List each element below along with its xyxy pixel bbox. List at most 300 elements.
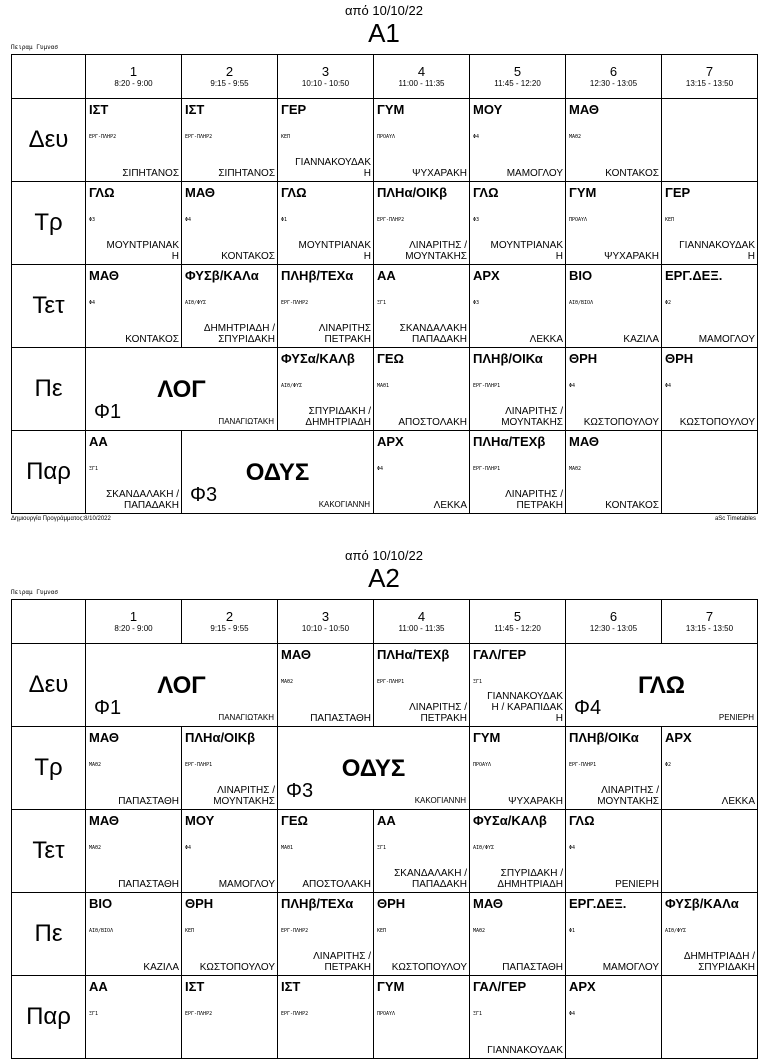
lesson-cell [566,99,662,182]
lesson-subject: ΓΥΜ [377,979,405,994]
lesson-room: Φ3 [89,217,96,223]
lesson-teacher: ΛΙΝΑΡΙΤΗΣ / ΠΕΤΡΑΚΗ [409,702,467,724]
day-label: Πε [12,893,86,976]
lesson-teacher: ΚΑΚΟΓΙΑΝΝΗ [318,500,370,509]
lesson-teacher: ΣΠΥΡΙΔΑΚΗ / ΔΗΜΗΤΡΙΑΔΗ [497,868,563,890]
lesson-subject: ΑΡΧ [569,979,596,994]
lesson-subject: ΜΑΘ [89,730,119,745]
merged-lesson-cell [86,644,278,727]
lesson-subject: ΓΥΜ [377,102,405,117]
lesson-teacher: ΡΕΝΙΕΡΗ [718,713,754,722]
lesson-subject: ΠΛΗα/ΟΙΚβ [377,185,448,200]
lesson-subject: ΘΡΗ [569,351,598,366]
lesson-room-large: Φ3 [190,484,218,506]
period-time: 9:15 - 9:55 [210,624,249,633]
lesson-cell [470,976,566,1059]
lesson-room: ΞΓ1 [473,1011,483,1017]
day-label: Τρ [12,182,86,265]
lesson-teacher: ΚΟΝΤΑΚΟΣ [221,251,275,262]
lesson-teacher: ΚΩΣΤΟΠΟΥΛΟΥ [583,417,659,428]
period-header [86,55,182,99]
lesson-teacher: ΣΚΑΝΔΑΛΑΚΗ / ΠΑΠΑΔΑΚΗ [394,868,467,890]
lesson-cell [374,182,470,265]
lesson-subject: ΓΑΛ/ΓΕΡ [473,979,527,994]
lesson-room: ΠΡΟΑΥΛ [377,134,396,140]
lesson-cell [662,431,758,514]
lesson-teacher: ΠΑΠΑΣΤΑΘΗ [502,962,563,973]
period-header [470,600,566,644]
lesson-teacher: ΜΟΥΝΤΡΙΑΝΑΚ Η [490,240,563,262]
lesson-teacher: ΨΥΧΑΡΑΚΗ [604,251,659,262]
lesson-subject: ΕΡΓ.ΔΕΞ. [665,268,723,283]
period-header [470,55,566,99]
lesson-room-large: Φ4 [574,697,602,719]
lesson-cell [470,265,566,348]
period-number: 3 [321,609,330,624]
lesson-cell [374,348,470,431]
lesson-subject: ΓΕΡ [281,102,307,117]
lesson-subject: ΙΣΤ [89,102,109,117]
period-header [374,600,470,644]
lesson-cell [278,99,374,182]
lesson-room: ΜΑΘ2 [89,845,102,851]
lesson-subject: ΜΑΘ [185,185,215,200]
lesson-cell [470,182,566,265]
lesson-room: Φ3 [473,300,480,306]
lesson-cell [182,893,278,976]
lesson-teacher: ΜΑΜΟΓΛΟΥ [218,879,275,890]
lesson-subject: ΠΛΗα/ΤΕΧβ [473,434,546,449]
lesson-teacher: ΚΩΣΤΟΠΟΥΛΟΥ [199,962,275,973]
lesson-teacher: ΜΑΜΟΓΛΟΥ [698,334,755,345]
lesson-cell [86,431,182,514]
period-header [662,55,758,99]
lesson-subject-large: ΟΔΥΣ [245,459,310,486]
lesson-cell [470,810,566,893]
lesson-teacher: ΚΟΝΤΑΚΟΣ [125,334,179,345]
lesson-cell [374,265,470,348]
lesson-cell [470,431,566,514]
lesson-room: ΜΑΘ2 [281,679,294,685]
lesson-cell [662,893,758,976]
day-label: Τετ [12,265,86,348]
lesson-subject: ΓΛΩ [473,185,499,200]
lesson-room: ΕΡΓ-ΠΛΗΡ2 [281,300,309,306]
day-label: Τετ [12,810,86,893]
lesson-cell [278,348,374,431]
lesson-cell [470,727,566,810]
lesson-teacher: ΚΩΣΤΟΠΟΥΛΟΥ [679,417,755,428]
lesson-room: Φ1 [281,217,288,223]
lesson-teacher: ΑΠΟΣΤΟΛΑΚΗ [398,417,467,428]
lesson-room: ΚΕΠ [281,134,291,140]
lesson-cell [566,727,662,810]
lesson-teacher: ΣΙΠΗΤΑΝΟΣ [122,168,179,179]
lesson-room: ΕΡΓ-ΠΛΗΡ2 [89,134,117,140]
lesson-cell [86,893,182,976]
lesson-room: ΕΡΓ-ΠΛΗΡ2 [281,1011,309,1017]
lesson-subject: ΓΥΜ [473,730,501,745]
lesson-room: ΚΕΠ [665,217,675,223]
period-number: 1 [129,64,138,79]
lesson-teacher: ΠΑΠΑΣΤΑΘΗ [118,879,179,890]
lesson-teacher: ΛΕΚΚΑ [721,796,755,807]
lesson-teacher: ΨΥΧΑΡΑΚΗ [412,168,467,179]
period-header [86,600,182,644]
lesson-room: ΜΑΘ2 [473,928,486,934]
period-number: 6 [609,64,618,79]
lesson-teacher: ΛΙΝΑΡΙΤΗΣ / ΜΟΥΝΤΑΚΗΣ [501,406,563,428]
footer-created-date: Δημιουργία Προγράμματος:8/10/2022 [11,516,111,522]
lesson-subject: ΘΡΗ [665,351,694,366]
lesson-cell [662,727,758,810]
lesson-teacher: ΛΙΝΑΡΙΤΗΣ ΠΕΤΡΑΚΗ [318,323,371,345]
lesson-room-large: Φ1 [94,401,122,423]
school-name: Πειραμ Γυμνασ [11,589,58,596]
lesson-subject-large: ΓΛΩ [637,672,686,699]
lesson-teacher: ΚΩΣΤΟΠΟΥΛΟΥ [391,962,467,973]
lesson-room: Φ4 [185,217,192,223]
lesson-subject: ΜΟΥ [473,102,503,117]
lesson-room: ΞΓ1 [89,466,99,472]
lesson-room: Φ4 [569,383,576,389]
lesson-cell [86,976,182,1059]
lesson-cell [374,431,470,514]
lesson-room: ΜΑΘ1 [377,383,390,389]
lesson-subject: ΠΛΗβ/ΟΙΚα [473,351,543,366]
lesson-cell [662,182,758,265]
lesson-subject: ΓΛΩ [569,813,595,828]
lesson-room: ΞΓ1 [473,679,483,685]
lesson-teacher: ΣΚΑΝΔΑΛΑΚΗ / ΠΑΠΑΔΑΚΗ [106,489,179,511]
period-header [566,55,662,99]
period-number: 3 [321,64,330,79]
lesson-cell [374,99,470,182]
lesson-room: ΑΙΘ/ΦΥΣ [665,928,687,934]
lesson-subject: ΦΥΣβ/ΚΑΛα [665,896,739,911]
period-time: 13:15 - 13:50 [685,79,734,88]
lesson-room: ΜΑΘ1 [281,845,294,851]
lesson-room: ΕΡΓ-ΠΛΗΡ2 [185,134,213,140]
lesson-cell [566,182,662,265]
lesson-subject: ΙΣΤ [185,979,205,994]
lesson-subject: ΑΑ [377,268,396,283]
lesson-cell [566,810,662,893]
period-number: 1 [129,609,138,624]
lesson-subject: ΘΡΗ [377,896,406,911]
lesson-subject-large: ΟΔΥΣ [341,755,406,782]
lesson-subject: ΠΛΗβ/ΤΕΧα [281,268,354,283]
lesson-cell [278,265,374,348]
period-header [662,600,758,644]
lesson-cell [374,976,470,1059]
lesson-teacher: ΣΠΥΡΙΔΑΚΗ / ΔΗΜΗΤΡΙΑΔΗ [305,406,371,428]
period-number: 2 [225,64,234,79]
timetable-grid [11,599,758,1059]
lesson-teacher: ΚΑΖΙΛΑ [623,334,659,345]
lesson-cell [86,727,182,810]
period-time: 12:30 - 13:05 [589,624,638,633]
lesson-teacher: ΜΟΥΝΤΡΙΑΝΑΚ Η [298,240,371,262]
lesson-cell [566,348,662,431]
period-time: 11:00 - 11:35 [398,79,445,88]
lesson-subject: ΓΛΩ [281,185,307,200]
lesson-room: ΠΡΟΑΥΛ [569,217,588,223]
lesson-subject: ΙΣΤ [185,102,205,117]
lesson-subject: ΑΑ [377,813,396,828]
lesson-room: Φ4 [569,1011,576,1017]
period-time: 11:45 - 12:20 [494,79,541,88]
period-header [566,600,662,644]
lesson-teacher: ΚΑΖΙΛΑ [143,962,179,973]
period-time: 13:15 - 13:50 [685,624,734,633]
footer-software: aSc Timetables [714,516,756,522]
lesson-room: Φ4 [89,300,96,306]
lesson-cell [662,265,758,348]
lesson-teacher: ΠΑΝΑΓΙΩΤΑΚΗ [218,713,274,722]
lesson-teacher: ΠΑΝΑΓΙΩΤΑΚΗ [218,417,274,426]
lesson-teacher: ΓΙΑΝΝΑΚΟΥΔΑΚ [487,1045,563,1056]
lesson-room: ΞΓ1 [377,300,387,306]
lesson-cell [470,893,566,976]
period-time: 8:20 - 9:00 [114,79,153,88]
lesson-subject: ΦΥΣα/ΚΑΛβ [473,813,547,828]
lesson-room: ΠΡΟΑΥΛ [377,1011,396,1017]
lesson-cell [470,99,566,182]
lesson-subject: ΓΛΩ [89,185,115,200]
lesson-teacher: ΠΑΠΑΣΤΑΘΗ [118,796,179,807]
lesson-cell [566,265,662,348]
lesson-room: ΚΕΠ [377,928,387,934]
valid-from-date: από 10/10/22 [345,3,423,18]
lesson-subject: ΓΕΡ [665,185,691,200]
lesson-teacher: ΚΟΝΤΑΚΟΣ [605,168,659,179]
lesson-subject: ΑΡΧ [665,730,692,745]
lesson-subject: ΙΣΤ [281,979,301,994]
day-label: Τρ [12,727,86,810]
lesson-subject: ΘΡΗ [185,896,214,911]
lesson-teacher: ΓΙΑΝΝΑΚΟΥΔΑΚ Η / ΚΑΡΑΠΙΔΑΚ Η [487,691,563,724]
corner-cell [12,600,86,644]
period-number: 4 [417,64,426,79]
lesson-teacher: ΣΙΠΗΤΑΝΟΣ [218,168,275,179]
lesson-teacher: ΡΕΝΙΕΡΗ [615,879,659,890]
lesson-room: Φ2 [665,762,672,768]
lesson-room: Φ4 [377,466,384,472]
lesson-room-large: Φ3 [286,780,314,802]
period-number: 5 [513,64,522,79]
lesson-cell [86,182,182,265]
period-header [278,600,374,644]
day-label: Δευ [12,644,86,727]
lesson-room: ΜΑΘ2 [569,466,582,472]
day-label: Παρ [12,976,86,1059]
lesson-room: Φ4 [185,845,192,851]
lesson-teacher: ΓΙΑΝΝΑΚΟΥΔΑΚ Η [295,157,371,179]
lesson-teacher: ΜΑΜΟΓΛΟΥ [602,962,659,973]
merged-lesson-cell [566,644,758,727]
lesson-cell [278,644,374,727]
lesson-teacher: ΜΟΥΝΤΡΙΑΝΑΚ Η [106,240,179,262]
lesson-subject: ΓΕΩ [377,351,404,366]
merged-lesson-cell [278,727,470,810]
lesson-cell [86,99,182,182]
period-number: 7 [705,609,714,624]
period-header [182,55,278,99]
merged-lesson-cell [86,348,278,431]
lesson-room: ΑΙΘ/ΦΥΣ [185,300,207,306]
lesson-subject: ΒΙΟ [89,896,113,911]
lesson-room: ΕΡΓ-ΠΛΗΡ1 [473,383,501,389]
lesson-teacher: ΛΙΝΑΡΙΤΗΣ / ΜΟΥΝΤΑΚΗΣ [405,240,467,262]
lesson-teacher: ΛΕΚΚΑ [529,334,563,345]
lesson-teacher: ΛΙΝΑΡΙΤΗΣ / ΠΕΤΡΑΚΗ [313,951,371,973]
lesson-subject: ΜΟΥ [185,813,215,828]
lesson-cell [278,182,374,265]
lesson-cell [278,810,374,893]
lesson-room-large: Φ1 [94,697,122,719]
lesson-room: ΑΙΘ/ΦΥΣ [473,845,495,851]
lesson-room: ΕΡΓ-ΠΛΗΡ2 [185,1011,213,1017]
day-label: Πε [12,348,86,431]
lesson-cell [182,265,278,348]
lesson-room: Φ4 [473,134,480,140]
lesson-cell [662,810,758,893]
lesson-subject: ΑΑ [89,434,108,449]
merged-lesson-cell [182,431,374,514]
lesson-teacher: ΛΙΝΑΡΙΤΗΣ / ΠΕΤΡΑΚΗ [505,489,563,511]
lesson-subject-large: ΛΟΓ [157,672,206,699]
lesson-cell [374,810,470,893]
lesson-cell [86,810,182,893]
lesson-subject: ΒΙΟ [569,268,593,283]
valid-from-date: από 10/10/22 [345,548,423,563]
day-label: Παρ [12,431,86,514]
lesson-cell [566,893,662,976]
timetable-grid [11,54,758,514]
period-time: 9:15 - 9:55 [210,79,249,88]
lesson-subject: ΜΑΘ [473,896,503,911]
lesson-room: ΠΡΟΑΥΛ [473,762,492,768]
lesson-cell [278,976,374,1059]
period-time: 10:10 - 10:50 [301,79,350,88]
lesson-cell [566,431,662,514]
period-header [182,600,278,644]
lesson-room: ΕΡΓ-ΠΛΗΡ1 [185,762,213,768]
school-name: Πειραμ Γυμνασ [11,44,58,51]
corner-cell [12,55,86,99]
lesson-teacher: ΔΗΜΗΤΡΙΑΔΗ / ΣΠΥΡΙΔΑΚΗ [683,951,755,973]
lesson-room: ΑΙΘ/ΦΥΣ [281,383,303,389]
lesson-room: ΕΡΓ-ΠΛΗΡ1 [473,466,501,472]
period-number: 7 [705,64,714,79]
lesson-room: ΜΑΘ2 [89,762,102,768]
lesson-room: ΕΡΓ-ΠΛΗΡ2 [377,217,405,223]
lesson-teacher: ΠΑΠΑΣΤΑΘΗ [310,713,371,724]
period-header [278,55,374,99]
lesson-cell [278,893,374,976]
lesson-subject: ΦΥΣβ/ΚΑΛα [185,268,259,283]
lesson-cell [182,727,278,810]
lesson-room: ΑΙΘ/ΒΙΟΛ [569,300,594,306]
lesson-subject: ΜΑΘ [89,813,119,828]
period-number: 4 [417,609,426,624]
period-header [374,55,470,99]
lesson-room: Φ2 [665,300,672,306]
lesson-cell [566,976,662,1059]
lesson-cell [182,182,278,265]
lesson-subject: ΠΛΗβ/ΤΕΧα [281,896,354,911]
lesson-teacher: ΚΑΚΟΓΙΑΝΝΗ [414,796,466,805]
period-number: 6 [609,609,618,624]
lesson-cell [182,810,278,893]
lesson-cell [86,265,182,348]
lesson-subject: ΜΑΘ [569,434,599,449]
lesson-cell [470,348,566,431]
lesson-cell [374,644,470,727]
lesson-subject: ΓΕΩ [281,813,308,828]
lesson-teacher: ΓΙΑΝΝΑΚΟΥΔΑΚ Η [679,240,755,262]
lesson-room: Φ3 [473,217,480,223]
lesson-room: Φ1 [569,928,576,934]
lesson-room: ΕΡΓ-ΠΛΗΡ1 [569,762,597,768]
lesson-teacher: ΑΠΟΣΤΟΛΑΚΗ [302,879,371,890]
class-title: A1 [368,18,400,48]
lesson-teacher: ΨΥΧΑΡΑΚΗ [508,796,563,807]
period-number: 2 [225,609,234,624]
lesson-teacher: ΣΚΑΝΔΑΛΑΚΗ ΠΑΠΑΔΑΚΗ [399,323,467,345]
day-label: Δευ [12,99,86,182]
lesson-teacher: ΛΙΝΑΡΙΤΗΣ / ΜΟΥΝΤΑΚΗΣ [597,785,659,807]
lesson-room: ΚΕΠ [185,928,195,934]
lesson-subject: ΜΑΘ [89,268,119,283]
lesson-cell [662,976,758,1059]
lesson-teacher: ΚΟΝΤΑΚΟΣ [605,500,659,511]
lesson-subject: ΑΡΧ [377,434,404,449]
lesson-room: Φ4 [569,845,576,851]
class-title: A2 [368,563,400,593]
lesson-room: ΑΙΘ/ΒΙΟΛ [89,928,114,934]
lesson-subject-large: ΛΟΓ [157,376,206,403]
lesson-cell [182,976,278,1059]
lesson-subject: ΦΥΣα/ΚΑΛβ [281,351,355,366]
lesson-room: ΜΑΘ2 [569,134,582,140]
lesson-teacher: ΛΙΝΑΡΙΤΗΣ / ΜΟΥΝΤΑΚΗΣ [213,785,275,807]
period-number: 5 [513,609,522,624]
period-time: 11:00 - 11:35 [398,624,445,633]
period-time: 8:20 - 9:00 [114,624,153,633]
lesson-cell [374,893,470,976]
lesson-cell [470,644,566,727]
lesson-room: ΞΓ1 [89,1011,99,1017]
lesson-room: Φ4 [665,383,672,389]
lesson-subject: ΜΑΘ [569,102,599,117]
lesson-room: ΞΓ1 [377,845,387,851]
lesson-teacher: ΛΕΚΚΑ [433,500,467,511]
lesson-cell [182,99,278,182]
period-time: 10:10 - 10:50 [301,624,350,633]
lesson-subject: ΑΡΧ [473,268,500,283]
lesson-room: ΕΡΓ-ΠΛΗΡ2 [281,928,309,934]
period-time: 12:30 - 13:05 [589,79,638,88]
lesson-subject: ΓΑΛ/ΓΕΡ [473,647,527,662]
lesson-subject: ΑΑ [89,979,108,994]
lesson-cell [662,348,758,431]
lesson-subject: ΜΑΘ [281,647,311,662]
lesson-subject: ΓΥΜ [569,185,597,200]
lesson-subject: ΕΡΓ.ΔΕΞ. [569,896,627,911]
lesson-subject: ΠΛΗβ/ΟΙΚα [569,730,639,745]
